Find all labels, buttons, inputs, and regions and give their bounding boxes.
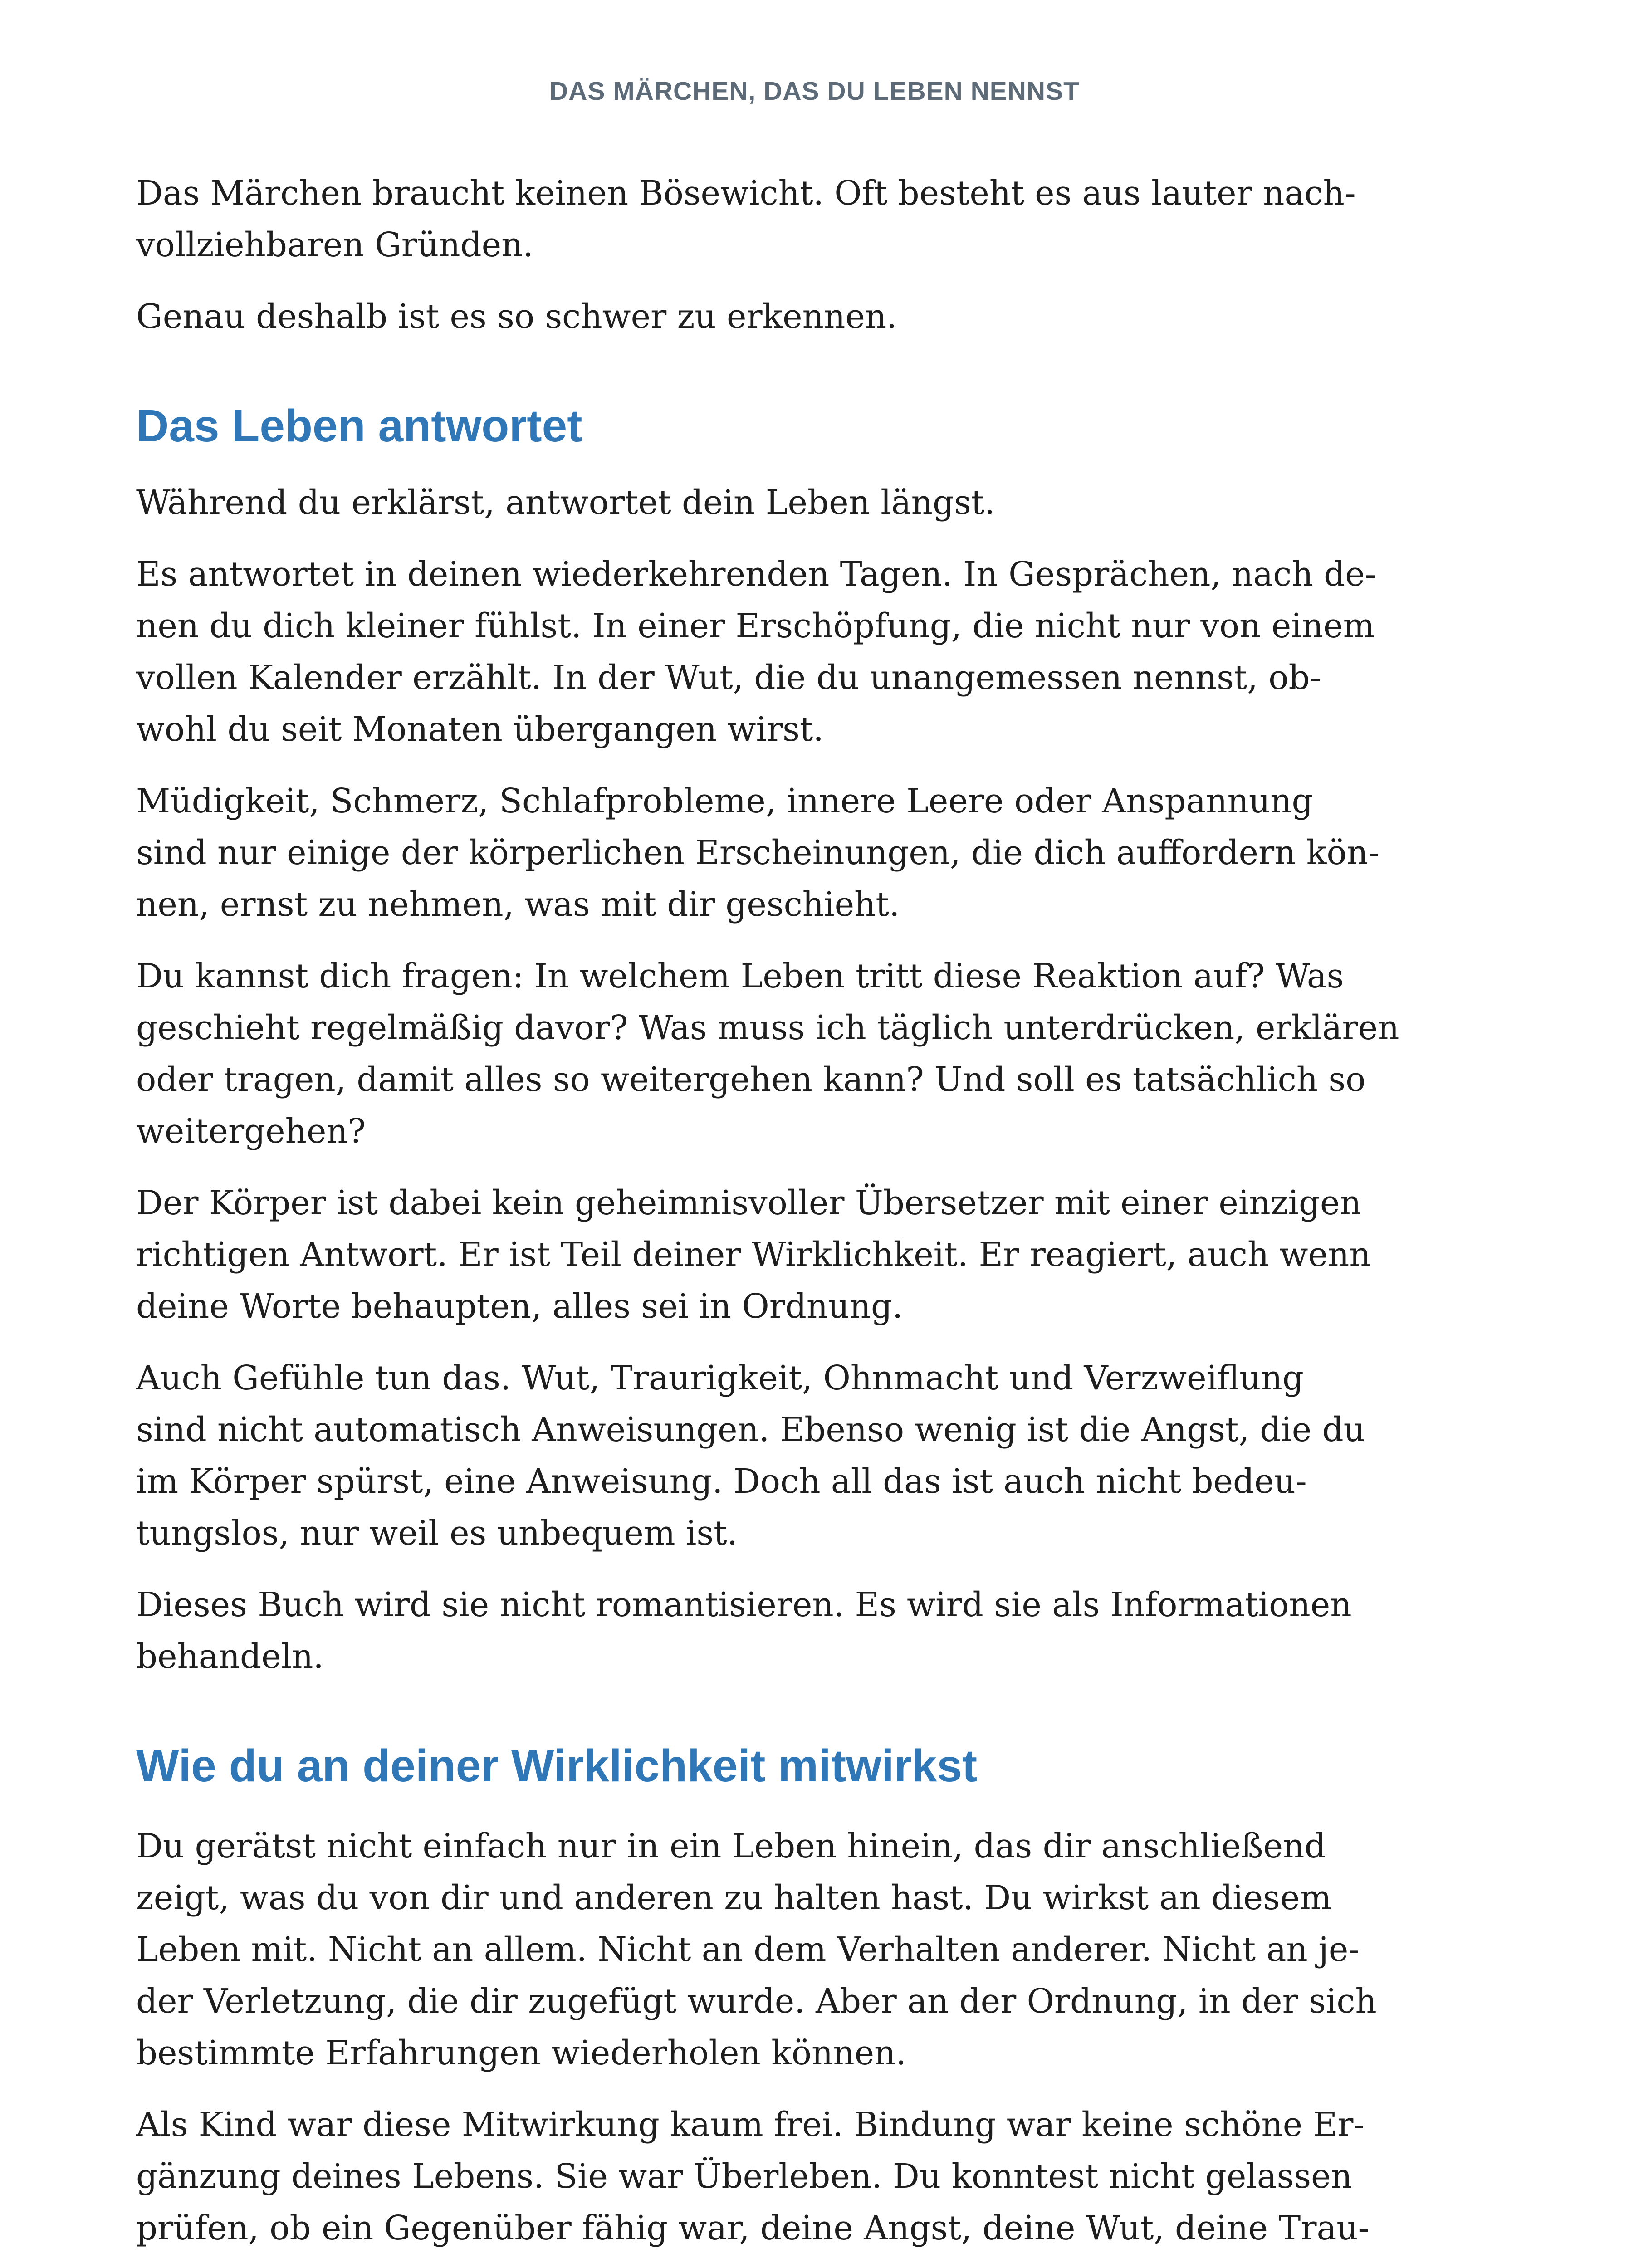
text-line: der Verletzung, die dir zugefügt wurde. Aber an der Ordnung, in der sich [136, 1982, 1377, 2021]
paragraph [136, 291, 1443, 343]
text-line: richtigen Antwort. Er ist Teil deiner Wirklichkeit. Er reagiert, auch wenn [136, 1236, 1371, 1274]
section-heading: Wie du an deiner Wirklichkeit mitwirkst [136, 1740, 978, 1791]
text-line: Du gerätst nicht einfach nur in ein Leben hinein, das dir anschließend [136, 1827, 1326, 1866]
paragraph [136, 1821, 1443, 2079]
text-line: gänzung deines Lebens. Sie war Überleben. Du konntest nicht gelassen [136, 2157, 1352, 2196]
text-line: vollen Kalender erzählt. In der Wut, die du unangemessen nennst, ob- [136, 659, 1321, 697]
section-heading: Das Leben antwortet [136, 401, 582, 451]
text-line: oder tragen, damit alles so weitergehen kann? Und soll es tatsächlich so [136, 1061, 1366, 1099]
text-line: vollziehbaren Gründen. [136, 226, 533, 264]
paragraph [136, 776, 1443, 931]
text-line: geschieht regelmäßig davor? Was muss ich täglich unterdrücken, erklären [136, 1009, 1399, 1047]
text-line: nen du dich kleiner fühlst. In einer Erschöpfung, die nicht nur von einem [136, 607, 1375, 645]
text-line: weitergehen? [136, 1112, 366, 1151]
text-line: prüfen, ob ein Gegenüber fähig war, deine Angst, deine Wut, deine Trau- [136, 2209, 1370, 2248]
paragraph [136, 951, 1443, 1158]
paragraph [136, 168, 1443, 271]
text-line: bestimmte Erfahrungen wiederholen können. [136, 2034, 906, 2072]
text-line: wohl du seit Monaten übergangen wirst. [136, 710, 824, 749]
text-line: deine Worte behaupten, alles sei in Ordnung. [136, 1287, 903, 1326]
text-line: Es antwortet in deinen wiederkehrenden Tagen. In Gesprächen, nach de- [136, 555, 1376, 594]
text-line: sind nur einige der körperlichen Erscheinungen, die dich auffordern kön- [136, 834, 1380, 872]
paragraph [136, 549, 1443, 756]
text-line: Der Körper ist dabei kein geheimnisvoller Übersetzer mit einer einzigen [136, 1184, 1361, 1222]
text-line: nen, ernst zu nehmen, was mit dir geschieht. [136, 885, 900, 924]
paragraph [136, 1579, 1443, 1683]
text-line: Leben mit. Nicht an allem. Nicht an dem Verhalten anderer. Nicht an je- [136, 1931, 1360, 1969]
text-line: im Körper spürst, eine Anweisung. Doch all das ist auch nicht bedeu- [136, 1462, 1307, 1501]
text-line: Du kannst dich fragen: In welchem Leben tritt diese Reaktion auf? Was [136, 957, 1344, 996]
paragraph [136, 477, 1443, 529]
text-line: Auch Gefühle tun das. Wut, Traurigkeit, Ohnmacht und Verzweiflung [136, 1359, 1304, 1398]
text-line: Als Kind war diese Mitwirkung kaum frei. Bindung war keine schöne Er- [136, 2106, 1365, 2144]
text-line: sind nicht automatisch Anweisungen. Ebenso wenig ist die Angst, die du [136, 1411, 1365, 1449]
paragraph [136, 1178, 1443, 1333]
text-line: Genau deshalb ist es so schwer zu erkennen. [136, 298, 897, 336]
paragraph [136, 2099, 1443, 2254]
text-line: tungslos, nur weil es unbequem ist. [136, 1514, 738, 1553]
text-line: Während du erklärst, antwortet dein Leben längst. [136, 484, 995, 522]
page-body [136, 168, 1443, 2268]
text-line: Dieses Buch wird sie nicht romantisieren. Es wird sie als Informationen [136, 1586, 1352, 1624]
text-line: behandeln. [136, 1637, 324, 1676]
running-header: DAS MÄRCHEN, DAS DU LEBEN NENNST [549, 77, 1080, 106]
text-line: Das Märchen braucht keinen Bösewicht. Oft besteht es aus lauter nach- [136, 174, 1356, 213]
paragraph [136, 1353, 1443, 1559]
text-line: zeigt, was du von dir und anderen zu halten hast. Du wirkst an diesem [136, 1879, 1332, 1917]
text-line: Müdigkeit, Schmerz, Schlafprobleme, innere Leere oder Anspannung [136, 782, 1313, 821]
